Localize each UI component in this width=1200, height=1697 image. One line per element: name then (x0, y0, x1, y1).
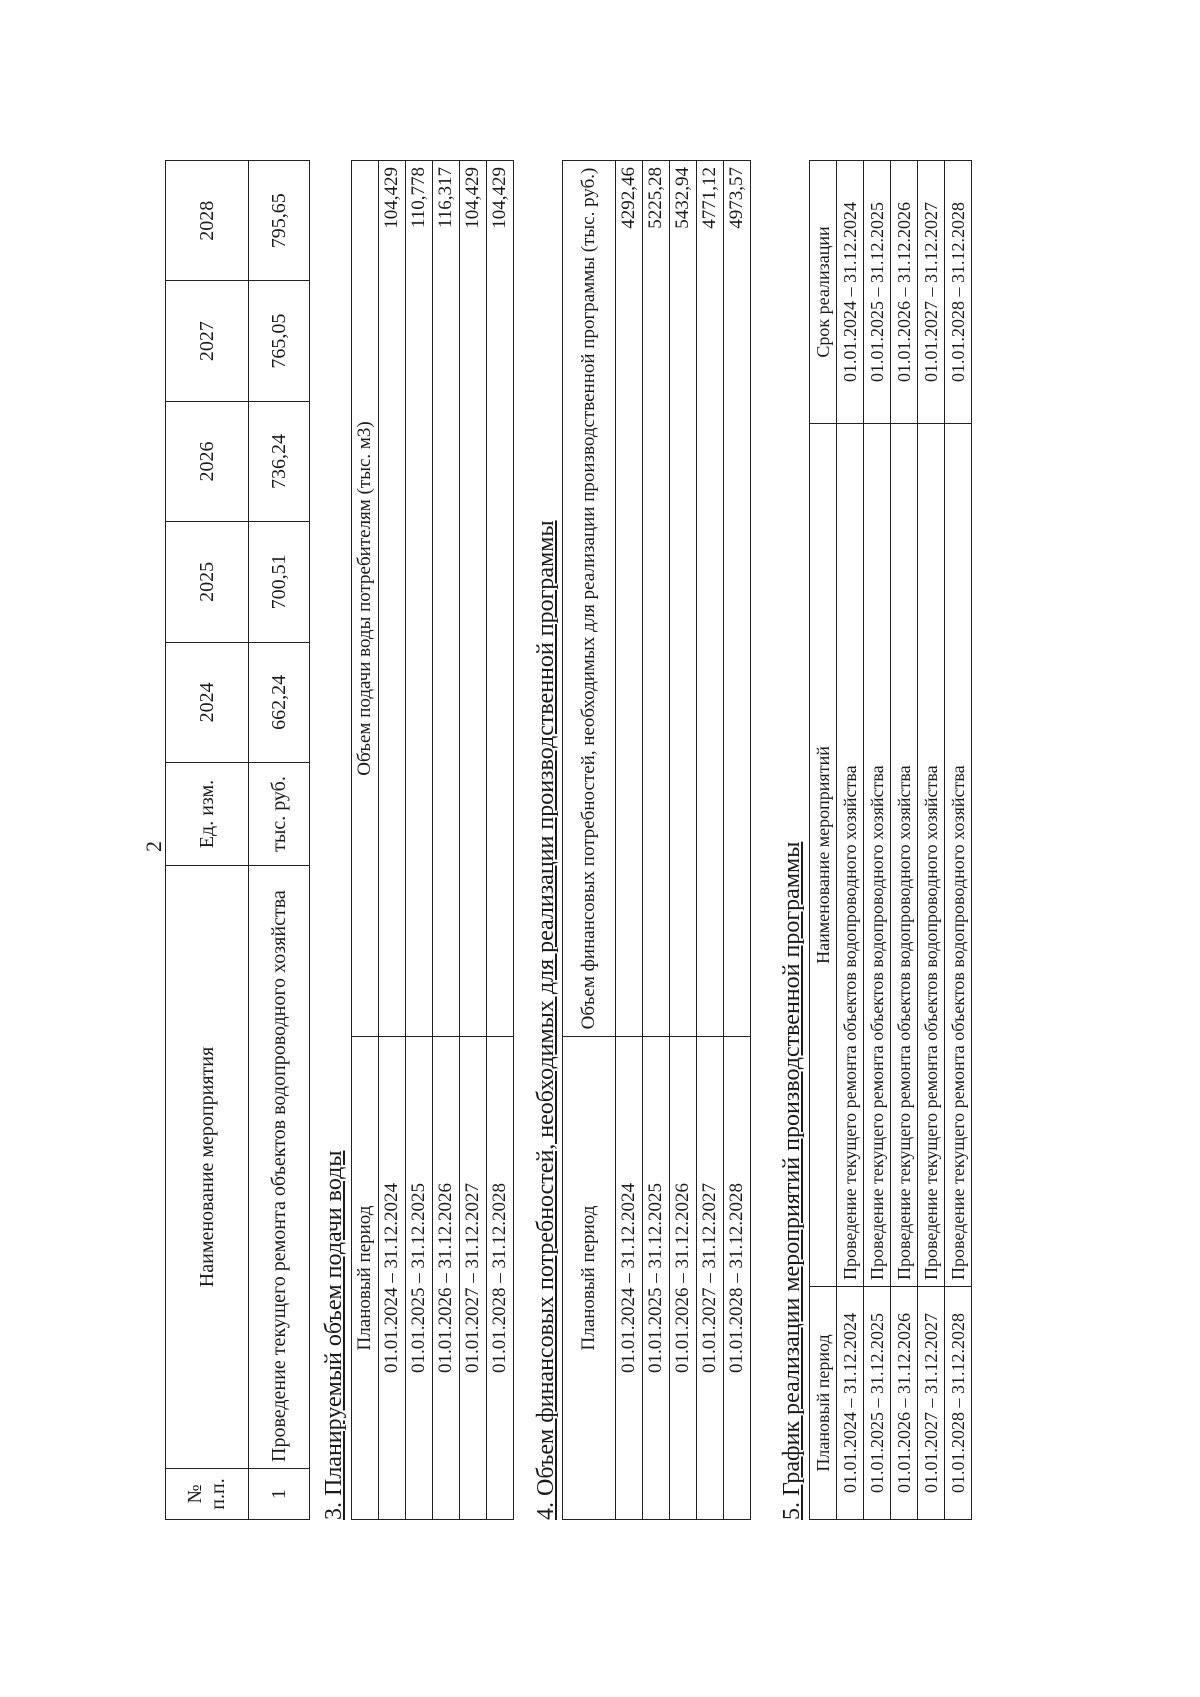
table-row (864, 161, 891, 1520)
period-cell: 01.01.2025 – 31.12.2025 (864, 1287, 891, 1520)
table-header-row (352, 161, 379, 1520)
section-3-title: 3. Планируемый объем подачи воды (321, 1150, 347, 1520)
table-row (670, 161, 697, 1520)
table-header-row (166, 161, 249, 1520)
period-cell: 01.01.2028 – 31.12.2028 (724, 1037, 751, 1520)
amount-cell: 4771,12 (697, 161, 724, 1037)
table-row (406, 161, 433, 1520)
table-row (379, 161, 406, 1520)
activity-cell: Проведение текущего ремонта объектов водопроводного хозяйства (891, 424, 918, 1287)
table-row (724, 161, 751, 1520)
term-cell: 01.01.2027 – 31.12.2027 (918, 161, 945, 424)
col-financial-header: Объем финансовых потребностей, необходимых для реализации производственной программы (тыс. руб.) (563, 161, 616, 1037)
col-number-header: № п.п. (166, 1469, 249, 1520)
activities-cost-table (165, 160, 310, 1520)
table-row (460, 161, 487, 1520)
col-year-header: 2027 (166, 281, 249, 401)
term-cell: 01.01.2028 – 31.12.2028 (945, 161, 972, 424)
period-cell: 01.01.2025 – 31.12.2025 (406, 1037, 433, 1520)
table-row (249, 161, 310, 1520)
term-cell: 01.01.2026 – 31.12.2026 (891, 161, 918, 424)
period-cell: 01.01.2026 – 31.12.2026 (891, 1287, 918, 1520)
volume-cell: 110,778 (406, 161, 433, 1037)
page-number: 2 (141, 841, 166, 852)
col-term-header: Срок реализации (810, 161, 837, 424)
table-row (487, 161, 514, 1520)
cost-2024: 662,24 (249, 642, 310, 762)
period-cell: 01.01.2028 – 31.12.2028 (487, 1037, 514, 1520)
col-period-header: Плановый период (810, 1287, 837, 1520)
activity-cell: Проведение текущего ремонта объектов водопроводного хозяйства (918, 424, 945, 1287)
col-year-header: 2026 (166, 401, 249, 521)
amount-cell: 5225,28 (643, 161, 670, 1037)
table-row (837, 161, 864, 1520)
period-cell: 01.01.2028 – 31.12.2028 (945, 1287, 972, 1520)
period-cell: 01.01.2027 – 31.12.2027 (460, 1037, 487, 1520)
cost-2028: 795,65 (249, 161, 310, 281)
period-cell: 01.01.2024 – 31.12.2024 (837, 1287, 864, 1520)
financial-needs-table (562, 160, 751, 1520)
term-cell: 01.01.2025 – 31.12.2025 (864, 161, 891, 424)
period-cell: 01.01.2026 – 31.12.2026 (670, 1037, 697, 1520)
col-unit-header: Ед. изм. (166, 763, 249, 866)
period-cell: 01.01.2027 – 31.12.2027 (697, 1037, 724, 1520)
period-cell: 01.01.2024 – 31.12.2024 (379, 1037, 406, 1520)
volume-cell: 104,429 (487, 161, 514, 1037)
section-4-title: 4. Объем финансовых потребностей, необходимых для реализации производственной программы (533, 520, 559, 1520)
water-supply-volume-table (351, 160, 514, 1520)
table-header-row (563, 161, 616, 1520)
col-year-header: 2025 (166, 522, 249, 642)
table-row (433, 161, 460, 1520)
table-row (918, 161, 945, 1520)
table-header-row (810, 161, 837, 1520)
col-year-header: 2024 (166, 642, 249, 762)
activity-cell: Проведение текущего ремонта объектов водопроводного хозяйства (945, 424, 972, 1287)
unit: тыс. руб. (249, 763, 310, 866)
table-row (697, 161, 724, 1520)
period-cell: 01.01.2024 – 31.12.2024 (616, 1037, 643, 1520)
implementation-schedule-table (809, 160, 972, 1520)
table-row (945, 161, 972, 1520)
cost-2027: 765,05 (249, 281, 310, 401)
period-cell: 01.01.2027 – 31.12.2027 (918, 1287, 945, 1520)
period-cell: 01.01.2026 – 31.12.2026 (433, 1037, 460, 1520)
col-activities-header: Наименование мероприятий (810, 424, 837, 1287)
col-activity-header: Наименование мероприятия (166, 866, 249, 1469)
col-period-header: Плановый период (563, 1037, 616, 1520)
amount-cell: 5432,94 (670, 161, 697, 1037)
amount-cell: 4292,46 (616, 161, 643, 1037)
col-volume-header: Объем подачи воды потребителям (тыс. м3) (352, 161, 379, 1037)
volume-cell: 116,317 (433, 161, 460, 1037)
activity-name: Проведение текущего ремонта объектов водопроводного хозяйства (249, 866, 310, 1469)
col-year-header: 2028 (166, 161, 249, 281)
volume-cell: 104,429 (379, 161, 406, 1037)
section-5-title: 5. График реализации мероприятий производственной программы (779, 841, 805, 1520)
cost-2025: 700,51 (249, 522, 310, 642)
activity-cell: Проведение текущего ремонта объектов водопроводного хозяйства (837, 424, 864, 1287)
table-row (643, 161, 670, 1520)
period-cell: 01.01.2025 – 31.12.2025 (643, 1037, 670, 1520)
rotated-document-page (125, 92, 1185, 1592)
table-row (891, 161, 918, 1520)
table-row (616, 161, 643, 1520)
row-number: 1 (249, 1469, 310, 1520)
term-cell: 01.01.2024 – 31.12.2024 (837, 161, 864, 424)
cost-2026: 736,24 (249, 401, 310, 521)
activity-cell: Проведение текущего ремонта объектов водопроводного хозяйства (864, 424, 891, 1287)
volume-cell: 104,429 (460, 161, 487, 1037)
amount-cell: 4973,57 (724, 161, 751, 1037)
col-period-header: Плановый период (352, 1037, 379, 1520)
